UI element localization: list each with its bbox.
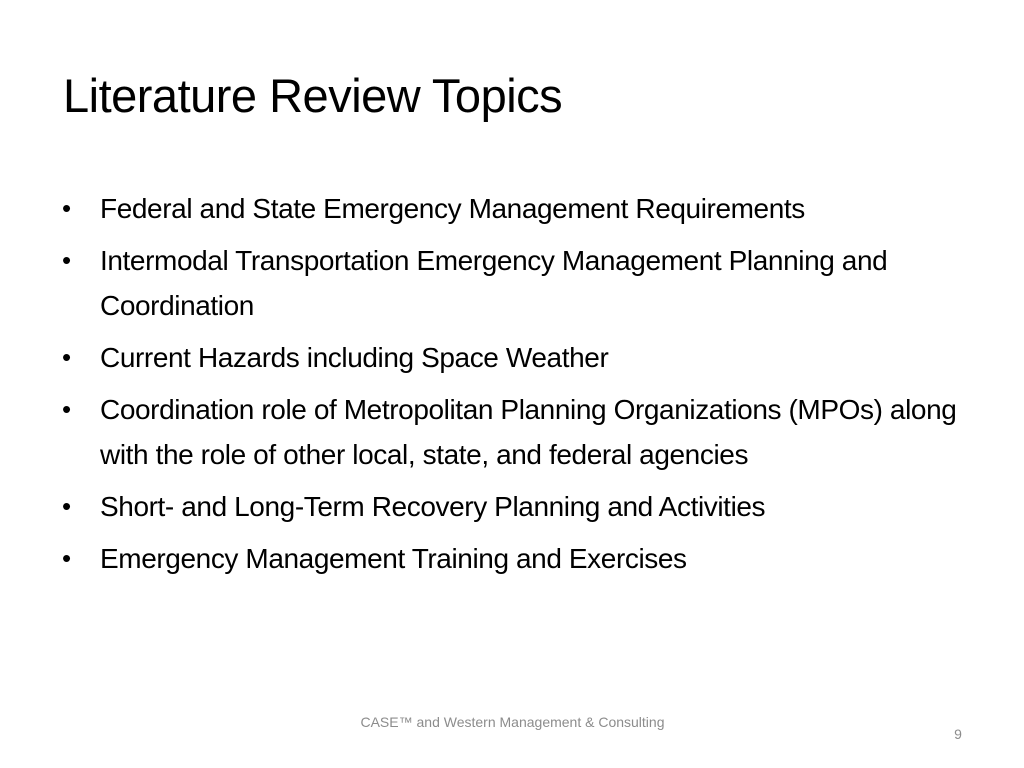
page-number: 9	[954, 726, 962, 742]
bullet-icon: •	[62, 193, 71, 223]
slide-footer: CASE™ and Western Management & Consulting	[360, 714, 665, 730]
list-item	[62, 186, 990, 231]
bullet-icon: •	[62, 491, 71, 521]
bullet-text: Emergency Management Training and Exercises	[100, 543, 687, 574]
bullet-text: Coordination role of Metropolitan Planning Organizations (MPOs) along with the role of other local, state, and federal agencies	[100, 394, 957, 470]
slide-title: Literature Review Topics	[63, 69, 563, 122]
list-item	[62, 335, 990, 380]
list-item	[62, 387, 990, 477]
bullet-icon: •	[62, 543, 71, 573]
bullet-text: Intermodal Transportation Emergency Management Planning and Coordination	[100, 245, 888, 321]
bullet-icon: •	[62, 342, 71, 372]
list-item	[62, 484, 990, 529]
bullet-list	[62, 186, 990, 588]
bullet-text: Short- and Long-Term Recovery Planning and Activities	[100, 491, 766, 522]
bullet-icon: •	[62, 394, 71, 424]
list-item	[62, 238, 990, 328]
list-item	[62, 536, 990, 581]
bullet-icon: •	[62, 245, 71, 275]
bullet-text: Federal and State Emergency Management Requirements	[100, 193, 805, 224]
bullet-text: Current Hazards including Space Weather	[100, 342, 609, 373]
